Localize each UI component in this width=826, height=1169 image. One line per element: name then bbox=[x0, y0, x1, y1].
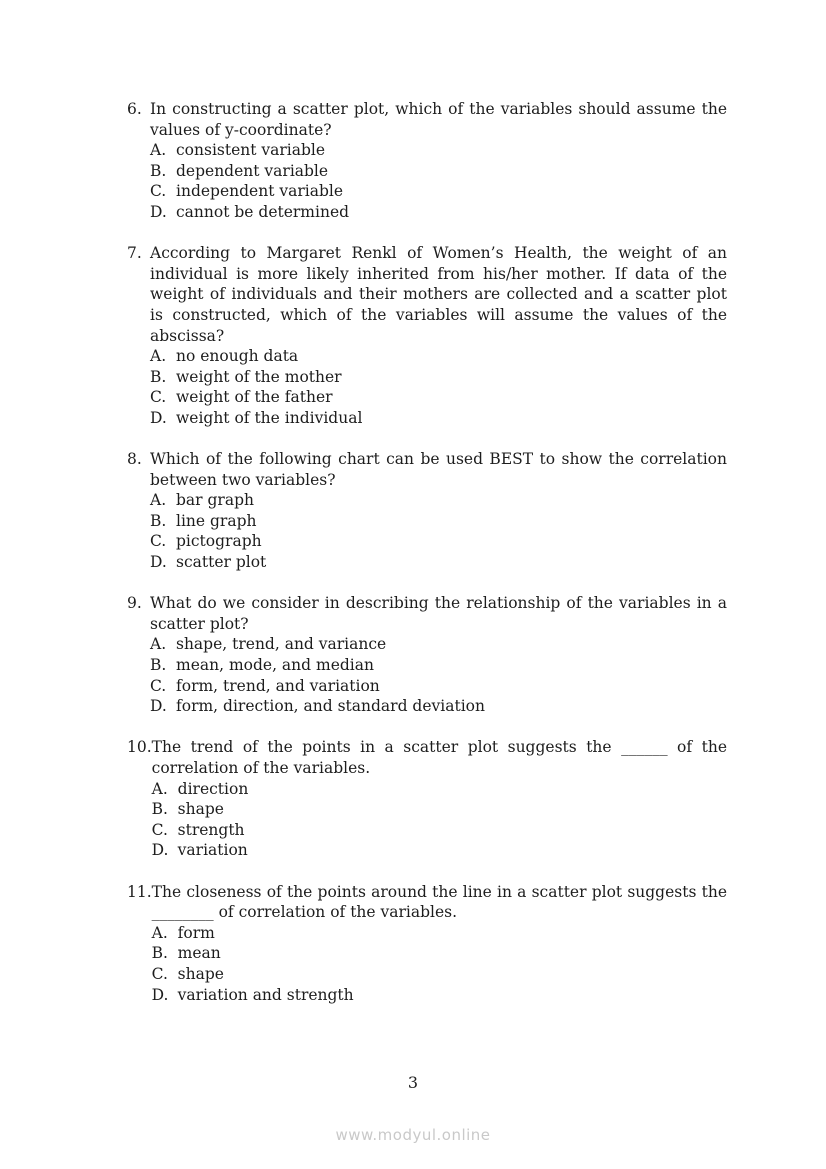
option-d bbox=[150, 202, 727, 223]
option-letter: A. bbox=[150, 141, 167, 160]
option-a bbox=[150, 346, 727, 367]
option-b bbox=[150, 161, 727, 182]
option-d bbox=[152, 985, 727, 1006]
option-text: independent variable bbox=[176, 182, 344, 201]
option-letter: D. bbox=[150, 202, 167, 221]
option-c bbox=[152, 820, 727, 841]
option-text: bar graph bbox=[176, 491, 254, 510]
question-number: 6. bbox=[127, 100, 142, 118]
question-number: 10. bbox=[127, 738, 152, 757]
option-text: dependent variable bbox=[176, 161, 329, 180]
option-c bbox=[150, 676, 727, 697]
options-list bbox=[152, 779, 727, 861]
options-list bbox=[150, 490, 727, 572]
option-text: consistent variable bbox=[176, 141, 326, 160]
option-letter: C. bbox=[151, 820, 168, 839]
option-letter: B. bbox=[150, 511, 167, 530]
option-text: weight of the father bbox=[176, 388, 333, 407]
option-d bbox=[150, 552, 727, 573]
questions-section bbox=[127, 99, 727, 1005]
option-letter: B. bbox=[150, 656, 167, 675]
option-letter: C. bbox=[150, 182, 167, 201]
question-text: The trend of the points in a scatter plot suggests the ______ of the correlation of the variables. bbox=[151, 738, 727, 777]
question-number: 9. bbox=[127, 594, 142, 613]
option-letter: D. bbox=[150, 697, 167, 716]
option-text: weight of the mother bbox=[176, 367, 342, 386]
question-11 bbox=[127, 882, 727, 1006]
option-letter: C. bbox=[151, 964, 168, 983]
option-letter: D. bbox=[151, 841, 169, 860]
option-text: shape bbox=[177, 800, 224, 819]
option-letter: A. bbox=[150, 347, 167, 366]
option-text: line graph bbox=[176, 511, 257, 530]
option-letter: A. bbox=[150, 635, 167, 654]
options-list bbox=[150, 346, 727, 428]
option-text: variation bbox=[177, 841, 248, 860]
question-text: The closeness of the points around the line in a scatter plot suggests the ________ of correlation of the variables. bbox=[151, 882, 727, 922]
option-a bbox=[152, 923, 727, 944]
option-text: shape, trend, and variance bbox=[176, 635, 387, 654]
options-list bbox=[150, 140, 727, 222]
option-b bbox=[152, 799, 727, 820]
option-letter: A. bbox=[151, 779, 168, 798]
option-text: strength bbox=[177, 820, 245, 839]
question-text: According to Margaret Renkl of Women’s Health, the weight of an individual is more likely inherited from his/her mother. If data of the weight of individuals and their mothers are collected and a scatter plot is constructed, which of the variables will assume the values of the abscissa? bbox=[150, 244, 727, 345]
option-text: form, direction, and standard deviation bbox=[176, 697, 485, 716]
option-letter: C. bbox=[150, 676, 167, 695]
question-text: Which of the following chart can be used BEST to show the correlation between two variables? bbox=[150, 450, 727, 489]
option-text: direction bbox=[177, 779, 249, 798]
question-text: In constructing a scatter plot, which of the variables should assume the values of y-coordinate? bbox=[150, 100, 727, 139]
option-letter: B. bbox=[150, 161, 167, 180]
option-letter: B. bbox=[150, 367, 167, 386]
option-c bbox=[150, 181, 727, 202]
option-text: shape bbox=[177, 964, 224, 983]
question-6 bbox=[127, 99, 727, 223]
option-a bbox=[150, 140, 727, 161]
option-a bbox=[152, 779, 727, 800]
option-text: form, trend, and variation bbox=[176, 676, 380, 695]
question-9 bbox=[127, 593, 727, 717]
question-10 bbox=[127, 737, 727, 861]
option-text: cannot be determined bbox=[176, 202, 350, 221]
question-8 bbox=[127, 449, 727, 573]
option-letter: B. bbox=[151, 944, 168, 963]
option-text: variation and strength bbox=[177, 985, 354, 1004]
option-b bbox=[150, 655, 727, 676]
question-7 bbox=[127, 243, 727, 428]
option-letter: D. bbox=[150, 553, 167, 572]
option-a bbox=[150, 634, 727, 655]
option-letter: A. bbox=[150, 491, 167, 510]
option-text: weight of the individual bbox=[176, 408, 363, 427]
option-letter: B. bbox=[151, 800, 168, 819]
option-b bbox=[150, 367, 727, 388]
option-text: scatter plot bbox=[176, 553, 267, 572]
option-b bbox=[150, 511, 727, 532]
option-text: mean, mode, and median bbox=[176, 656, 374, 675]
option-text: no enough data bbox=[176, 347, 299, 366]
question-text: What do we consider in describing the relationship of the variables in a scatter plot? bbox=[150, 594, 727, 633]
watermark-text: www.modyul.online bbox=[335, 1126, 491, 1144]
option-letter: D. bbox=[151, 985, 169, 1004]
option-text: pictograph bbox=[176, 532, 262, 551]
option-c bbox=[150, 531, 727, 552]
option-letter: C. bbox=[150, 388, 167, 407]
page-number: 3 bbox=[407, 1073, 419, 1092]
question-number: 7. bbox=[127, 244, 142, 263]
options-list bbox=[150, 634, 727, 716]
option-d bbox=[150, 408, 727, 429]
option-d bbox=[150, 696, 727, 717]
question-number: 11. bbox=[127, 882, 152, 901]
options-list bbox=[152, 923, 727, 1005]
option-letter: C. bbox=[150, 532, 167, 551]
option-letter: D. bbox=[150, 408, 167, 427]
option-b bbox=[152, 943, 727, 964]
option-d bbox=[152, 840, 727, 861]
option-c bbox=[150, 387, 727, 408]
question-number: 8. bbox=[127, 450, 142, 469]
option-letter: A. bbox=[151, 923, 168, 942]
option-text: mean bbox=[177, 944, 221, 963]
option-c bbox=[152, 964, 727, 985]
option-text: form bbox=[177, 923, 215, 942]
option-a bbox=[150, 490, 727, 511]
